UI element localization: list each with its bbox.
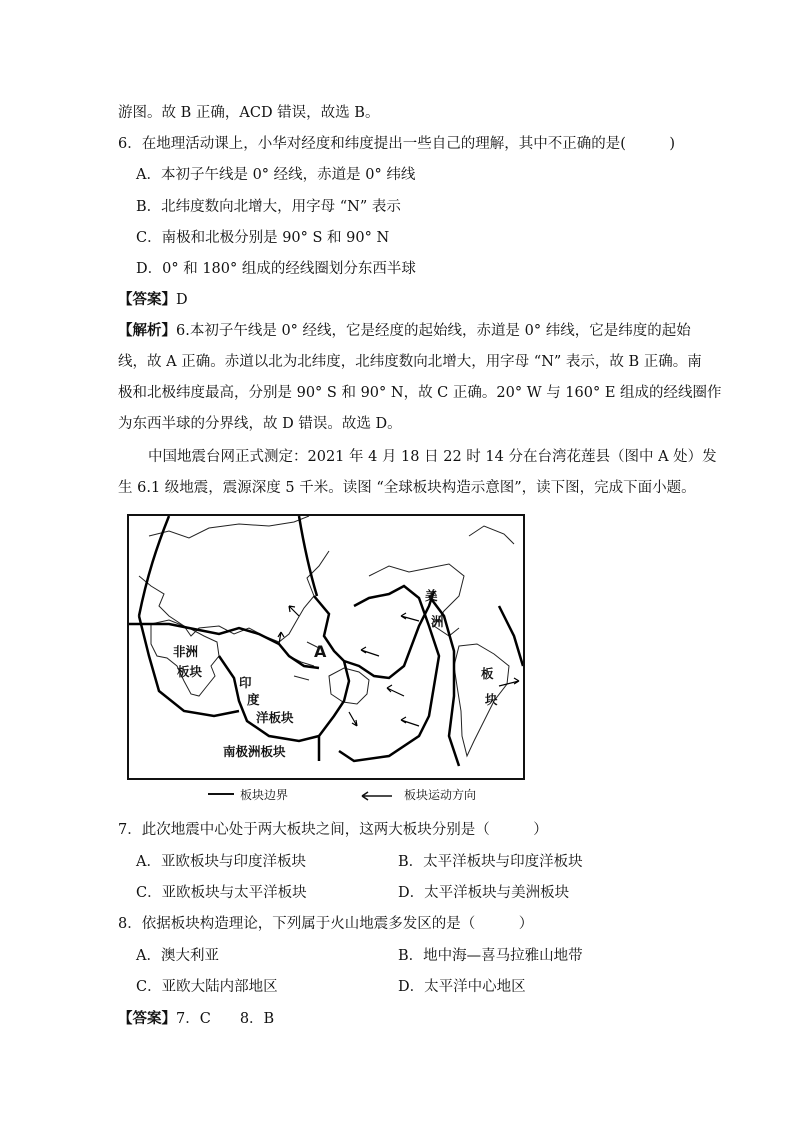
label-point-a: A: [314, 642, 327, 661]
answer-tag: 【答案】: [118, 1010, 176, 1027]
q7-option-a: A．亚欧板块与印度洋板块: [136, 854, 306, 870]
analysis-text: 6.本初子午线是 0° 经线，它是经度的起始线，赤道是 0° 纬线，它是纬度的起始: [176, 323, 691, 339]
label-african-plate-1: 非洲: [173, 644, 199, 659]
label-antarctic-plate: 南极洲板块: [223, 744, 286, 759]
q6-option-a: A．本初子午线是 0° 经线，赤道是 0° 纬线: [136, 167, 416, 183]
label-indian-plate-1: 印: [239, 675, 252, 690]
q6-answer: [118, 290, 188, 310]
arrow-5: [289, 606, 299, 616]
question-8-stem: 8．依据板块构造理论，下列属于火山地震多发区的是（ ）: [118, 916, 534, 932]
arrow-left-icon: [358, 787, 394, 806]
q6-option-c: C．南极和北极分别是 90° S 和 90° N: [136, 230, 390, 246]
q8-option-d: D．太平洋中心地区: [398, 979, 526, 995]
q7-q8-answer: [118, 1009, 274, 1029]
label-american-plate-2: 洲: [431, 614, 444, 629]
legend-boundary-label: 板块边界: [240, 788, 289, 802]
legend-direction-label: 板块运动方向: [404, 788, 477, 802]
boundary-america-east: [499, 606, 523, 666]
label-american-plate-1: 美: [425, 588, 438, 603]
q6-analysis-line-3: 极和北极纬度最高，分别是 90° S 和 90° N，故 C 正确。20° W 与 160° E 组成的经线圈作: [118, 385, 722, 401]
arrow-7: [278, 632, 284, 644]
boundary-pacific-east: [339, 586, 439, 761]
answer-value: 7．C 8．B: [176, 1011, 275, 1027]
boundary-indian-antarctic: [219, 656, 319, 741]
q8-option-a: A．澳大利亚: [136, 948, 219, 964]
answer-tag: 【答案】: [118, 291, 176, 308]
q8-option-c: C．亚欧大陆内部地区: [136, 979, 278, 995]
label-indian-plate-2: 度: [247, 692, 260, 707]
plate-tectonics-map: [127, 514, 525, 780]
intro-line-2: 生 6.1 级地震，震源深度 5 千米。读图 “全球板块构造示意图”，读下图，完成下面小题。: [118, 480, 696, 496]
q6-option-b: B．北纬度数向北增大，用字母 “N” 表示: [136, 199, 401, 215]
question-6-stem: 6．在地理活动课上，小华对经度和纬度提出一些自己的理解，其中不正确的是( ): [118, 136, 676, 152]
analysis-tag: 【解析】: [118, 322, 176, 339]
label-american-plate-4: 块: [485, 692, 498, 707]
arrow-4: [401, 717, 419, 726]
previous-analysis-tail: 游图。故 B 正确，ACD 错误，故选 B。: [118, 105, 380, 121]
boundary-indian-pacific: [314, 591, 434, 761]
intro-line-1: 中国地震台网正式测定：2021 年 4 月 18 日 22 时 14 分在台湾花莲县（图中 A 处）发: [148, 449, 717, 465]
boundary-mid-atlantic: [139, 516, 169, 616]
label-african-plate-2: 板块: [177, 664, 203, 679]
arrow-1: [361, 647, 379, 656]
arrow-2: [401, 613, 419, 621]
q6-analysis-line-2: 线，故 A 正确。赤道以北为北纬度，北纬度数向北增大，用字母 “N” 表示，故 B 正确。南: [118, 354, 702, 370]
answer-value: D: [176, 292, 188, 308]
q6-analysis-line-1: [118, 321, 691, 341]
arrow-6: [499, 678, 519, 686]
label-american-plate-3: 板: [481, 666, 494, 681]
question-7-stem: 7．此次地震中心处于两大板块之间，这两大板块分别是（ ）: [118, 822, 548, 838]
label-indian-plate-3: 洋板块: [256, 710, 294, 725]
boundary-eurasian-north: [299, 516, 317, 596]
q8-option-b: B．地中海—喜马拉雅山地带: [398, 948, 583, 964]
coastline-south-america: [454, 644, 509, 756]
arrow-8: [349, 712, 357, 726]
arrow-3: [387, 685, 404, 696]
q7-option-c: C．亚欧板块与太平洋板块: [136, 885, 307, 901]
q6-option-d: D．0° 和 180° 组成的经线圈划分东西半球: [136, 261, 416, 277]
q7-option-b: B．太平洋板块与印度洋板块: [398, 854, 583, 870]
q7-option-d: D．太平洋板块与美洲板块: [398, 885, 570, 901]
q6-analysis-line-4: 为东西半球的分界线，故 D 错误。故选 D。: [118, 416, 402, 432]
legend-boundary-line: [208, 793, 234, 795]
